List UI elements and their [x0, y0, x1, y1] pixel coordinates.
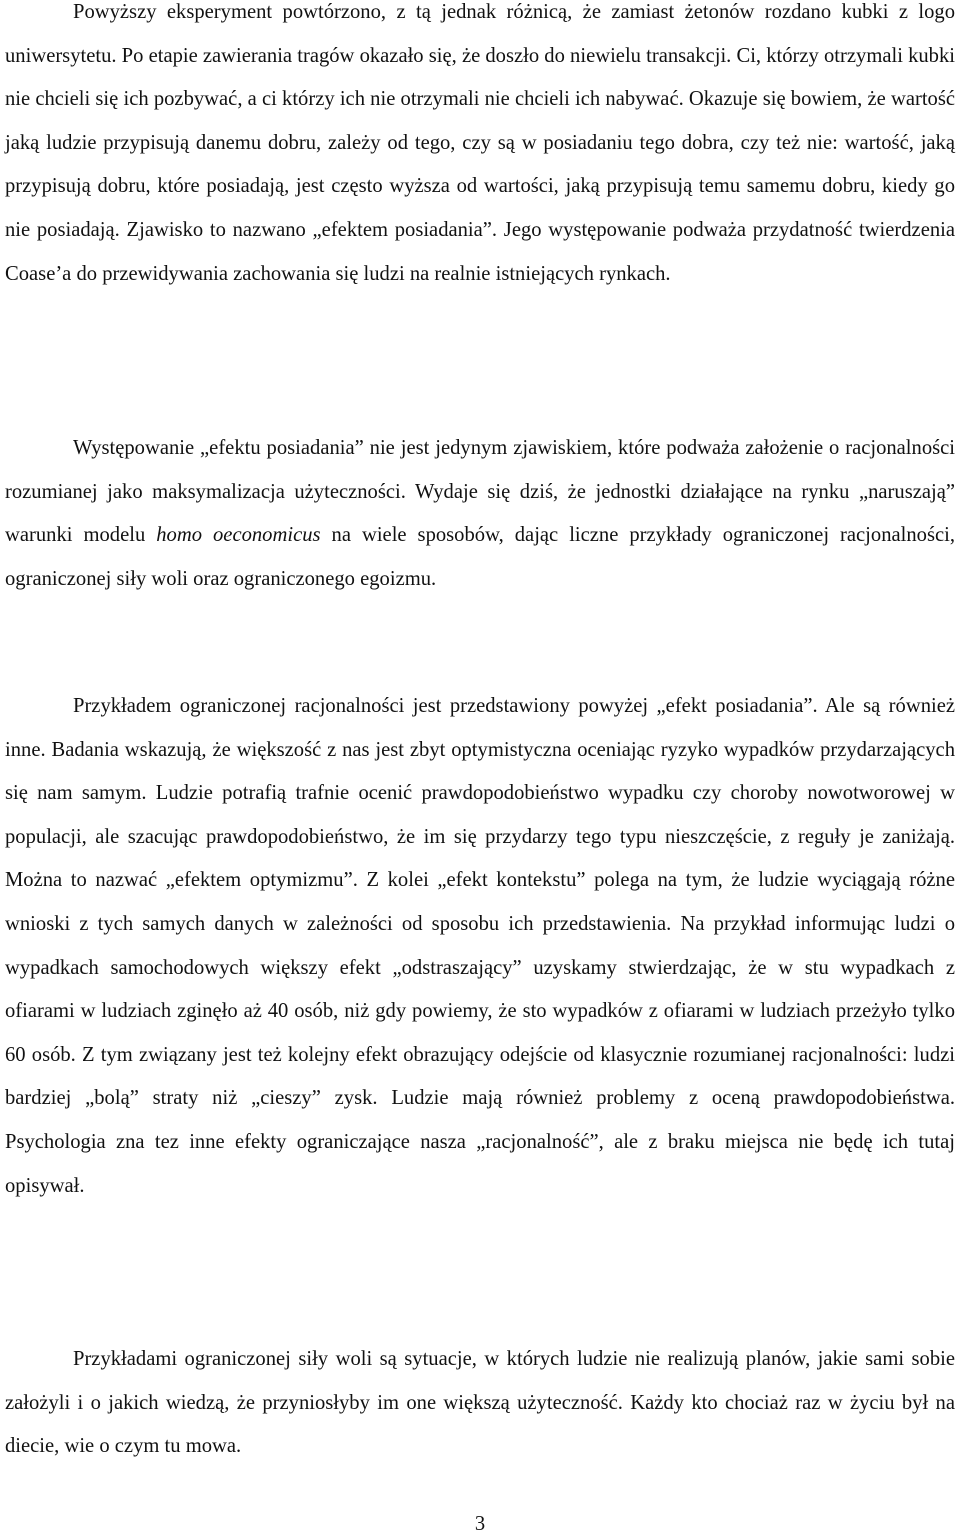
paragraph-italic-term: homo oeconomicus — [156, 524, 321, 547]
paragraph-rationality — [5, 427, 955, 601]
paragraph-willpower — [5, 1338, 955, 1469]
paragraph-text: Powyższy eksperyment powtórzono, z tą jednak różnicą, że zamiast żetonów rozdano kubki z logo uniwersytetu. Po etapie zawierania tragów okazało się, że doszło do niewielu transakcji. Ci, którzy otrzymali kubki nie chcieli się ich pozbywać, a ci którzy ich nie otrzymali nie chcieli ich nabywać. Okazuje się bowiem, że wartość jaką ludzie przypisują danemu dobru, zależy od tego, czy są w posiadaniu tego dobra, czy też nie: wartość, jaką przypisują dobru, które posiadają, jest często wyższa od wartości, jaką przypisują temu samemu dobru, kiedy go nie posiadają. Zjawisko to nazwano „efektem posiadania”. Jego występowanie podważa przydatność twierdzenia Coase’a do przewidywania zachowania się ludzi na realnie istniejących rynkach. — [5, 1, 955, 285]
paragraph-text: na wiele sposobów, dając liczne przykłady ograniczonej racjonalności, ograniczonej siły woli oraz ograniczonego egoizmu. — [5, 524, 955, 590]
paragraph-text: Przykładem ograniczonej racjonalności jest przedstawiony powyżej „efekt posiadania”. Ale są również inne. Badania wskazują, że większość z nas jest zbyt optymistyczna oceniając ryzyko wypadków przydarzających się nam samym. Ludzie potrafią trafnie ocenić prawdopodobieństwo wypadku czy choroby nowotworowej w populacji, ale szacując prawdopodobieństwo, że im się przydarzy tego typu nieszczęście, z reguły je zaniżają. Można to nazwać „efektem optymizmu”. Z kolei „efekt kontekstu” polega na tym, że ludzie wyciągają różne wnioski z tych samych danych w zależności od sposobu ich przedstawienia. Na przykład informując ludzi o wypadkach samochodowych większy efekt „odstraszający” uzyskamy stwierdzając, że w stu wypadkach z ofiarami w ludziach zginęło aż 40 osób, niż gdy powiemy, że sto wypadków z ofiarami w ludziach przeżyło tylko 60 osób. Z tym związany jest też kolejny efekt obrazujący odejście od klasycznie rozumianej racjonalności: ludzi bardziej „bolą” straty niż „cieszy” zysk. Ludzie mają również problemy z oceną prawdopodobieństwa. Psychologia zna tez inne efekty ograniczające nasza „racjonalność”, ale z braku miejsca nie będę ich tutaj opisywał. — [5, 695, 955, 1197]
paragraph-bounded-rationality — [5, 685, 955, 1208]
paragraph-endowment-effect — [5, 0, 955, 296]
page-number: 3 — [474, 1513, 486, 1535]
paragraph-text: Przykładami ograniczonej siły woli są sytuacje, w których ludzie nie realizują planów, jakie sami sobie założyli i o jakich wiedzą, że przyniosłyby im one większą użyteczność. Każdy kto chociaż raz w życiu był na diecie, wie o czym tu mowa. — [5, 1348, 955, 1458]
paragraph-text: Występowanie „efektu posiadania” nie jest jedynym zjawiskiem, które podważa założenie o racjonalności rozumianej jako maksymalizacja użyteczności. Wydaje się dziś, że jednostki działające na rynku „naruszają” warunki modelu — [5, 437, 955, 547]
